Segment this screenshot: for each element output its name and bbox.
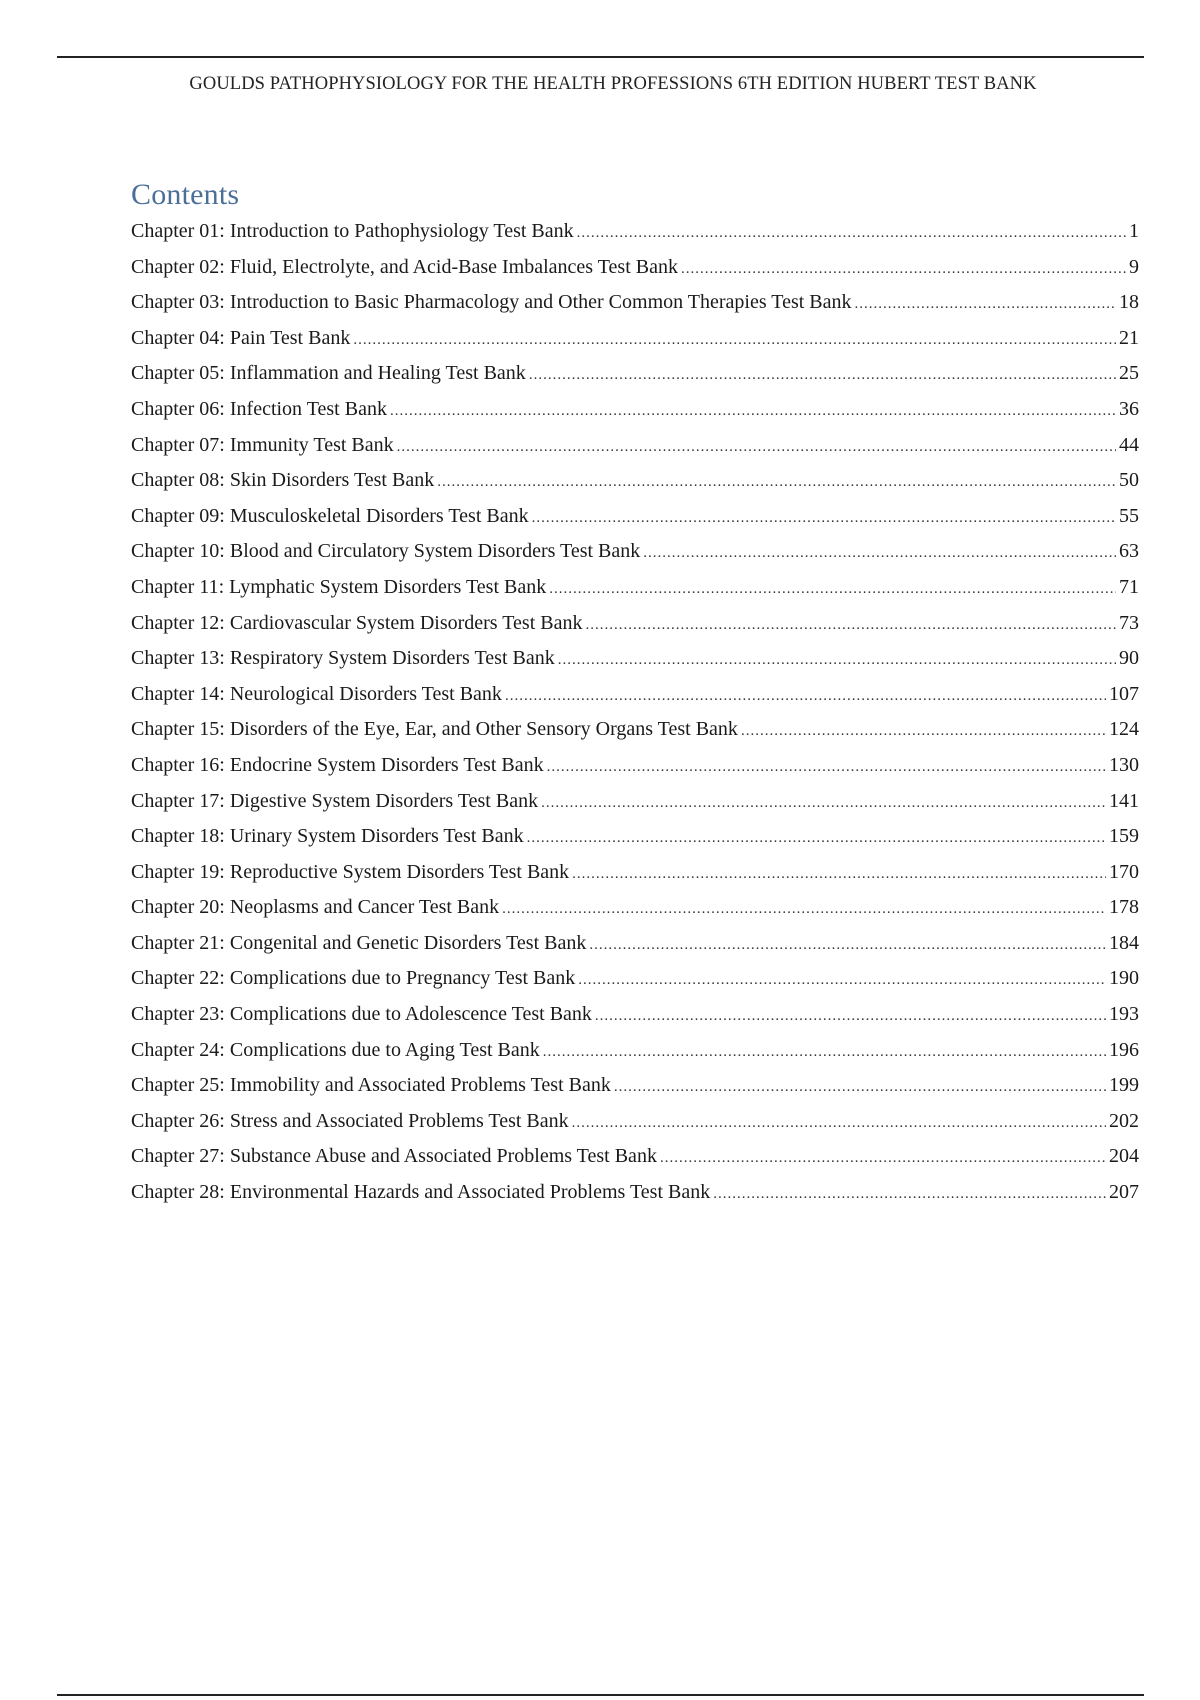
toc-entry-label: Chapter 25: Immobility and Associated Problems Test Bank xyxy=(131,1074,611,1097)
toc-entry[interactable] xyxy=(131,1003,1139,1039)
toc-entry-page: 63 xyxy=(1119,540,1139,563)
toc-dot-leader xyxy=(577,225,1126,242)
toc-dot-leader xyxy=(855,296,1117,313)
document-title: GOULDS PATHOPHYSIOLOGY FOR THE HEALTH PROFESSIONS 6TH EDITION HUBERT TEST BANK xyxy=(189,74,1037,94)
toc-entry[interactable] xyxy=(131,861,1139,897)
toc-entry-label: Chapter 21: Congenital and Genetic Disorders Test Bank xyxy=(131,931,587,954)
toc-entry-label: Chapter 11: Lymphatic System Disorders Test Bank xyxy=(131,575,547,598)
toc-dot-leader xyxy=(643,545,1116,562)
toc-entry[interactable] xyxy=(131,718,1139,754)
toc-entry[interactable] xyxy=(131,434,1139,470)
toc-entry[interactable] xyxy=(131,291,1139,327)
toc-entry[interactable] xyxy=(131,1181,1139,1217)
toc-entry-page: 90 xyxy=(1119,647,1139,670)
toc-entry[interactable] xyxy=(131,754,1139,790)
toc-dot-leader xyxy=(527,830,1106,847)
toc-entry-label: Chapter 18: Urinary System Disorders Test Bank xyxy=(131,825,524,848)
toc-entry-label: Chapter 19: Reproductive System Disorders Test Bank xyxy=(131,860,570,883)
toc-entry[interactable] xyxy=(131,469,1139,505)
toc-entry-label: Chapter 04: Pain Test Bank xyxy=(131,326,351,349)
toc-dot-leader xyxy=(437,474,1116,491)
toc-entry-label: Chapter 02: Fluid, Electrolyte, and Acid-Base Imbalances Test Bank xyxy=(131,255,678,278)
toc-entry-page: 196 xyxy=(1109,1038,1139,1061)
toc-entry-page: 71 xyxy=(1119,575,1139,598)
toc-entry-page: 124 xyxy=(1109,718,1139,741)
toc-entry-label: Chapter 05: Inflammation and Healing Test Bank xyxy=(131,362,526,385)
toc-entry-page: 170 xyxy=(1109,860,1139,883)
toc-entry-label: Chapter 07: Immunity Test Bank xyxy=(131,433,394,456)
toc-dot-leader xyxy=(713,1186,1106,1203)
toc-entry-page: 178 xyxy=(1109,896,1139,919)
toc-dot-leader xyxy=(502,901,1106,918)
toc-entry-page: 141 xyxy=(1109,789,1139,812)
toc-entry-page: 199 xyxy=(1109,1074,1139,1097)
toc-entry-label: Chapter 24: Complications due to Aging Test Bank xyxy=(131,1038,540,1061)
contents-heading: Contents xyxy=(131,178,240,211)
toc-entry[interactable] xyxy=(131,1074,1139,1110)
toc-dot-leader xyxy=(390,403,1116,420)
toc-dot-leader xyxy=(353,332,1116,349)
toc-entry-page: 25 xyxy=(1119,362,1139,385)
table-of-contents xyxy=(131,220,1139,1217)
toc-entry-label: Chapter 22: Complications due to Pregnancy Test Bank xyxy=(131,967,576,990)
toc-entry-page: 159 xyxy=(1109,825,1139,848)
toc-entry[interactable] xyxy=(131,540,1139,576)
toc-entry[interactable] xyxy=(131,790,1139,826)
toc-entry-page: 55 xyxy=(1119,504,1139,527)
toc-entry-page: 1 xyxy=(1129,220,1139,242)
toc-entry[interactable] xyxy=(131,825,1139,861)
toc-entry-label: Chapter 27: Substance Abuse and Associated Problems Test Bank xyxy=(131,1145,657,1168)
toc-entry-label: Chapter 10: Blood and Circulatory System Disorders Test Bank xyxy=(131,540,641,563)
toc-dot-leader xyxy=(505,688,1106,705)
toc-entry-page: 207 xyxy=(1109,1181,1139,1204)
toc-dot-leader xyxy=(578,972,1106,989)
toc-entry-page: 184 xyxy=(1109,931,1139,954)
toc-entry[interactable] xyxy=(131,576,1139,612)
bottom-rule xyxy=(57,1694,1144,1696)
toc-entry[interactable] xyxy=(131,1039,1139,1075)
toc-entry-label: Chapter 16: Endocrine System Disorders Test Bank xyxy=(131,753,544,776)
toc-entry[interactable] xyxy=(131,398,1139,434)
toc-dot-leader xyxy=(547,759,1106,776)
toc-entry[interactable] xyxy=(131,647,1139,683)
toc-entry-page: 190 xyxy=(1109,967,1139,990)
toc-dot-leader xyxy=(543,1044,1106,1061)
toc-entry-page: 50 xyxy=(1119,469,1139,492)
toc-entry-label: Chapter 20: Neoplasms and Cancer Test Bank xyxy=(131,896,500,919)
toc-dot-leader xyxy=(741,723,1106,740)
toc-entry-label: Chapter 09: Musculoskeletal Disorders Test Bank xyxy=(131,504,529,527)
toc-entry-page: 9 xyxy=(1129,255,1139,278)
toc-dot-leader xyxy=(660,1150,1106,1167)
toc-entry-page: 193 xyxy=(1109,1003,1139,1026)
toc-entry-label: Chapter 12: Cardiovascular System Disorders Test Bank xyxy=(131,611,583,634)
toc-entry-label: Chapter 26: Stress and Associated Problems Test Bank xyxy=(131,1109,569,1132)
toc-dot-leader xyxy=(585,617,1116,634)
toc-entry-page: 18 xyxy=(1119,291,1139,314)
toc-entry-label: Chapter 14: Neurological Disorders Test Bank xyxy=(131,682,502,705)
toc-entry[interactable] xyxy=(131,967,1139,1003)
toc-dot-leader xyxy=(541,795,1106,812)
toc-entry[interactable] xyxy=(131,932,1139,968)
toc-entry-label: Chapter 17: Digestive System Disorders Test Bank xyxy=(131,789,539,812)
toc-entry-page: 202 xyxy=(1109,1109,1139,1132)
toc-entry-label: Chapter 15: Disorders of the Eye, Ear, and Other Sensory Organs Test Bank xyxy=(131,718,738,741)
toc-entry-page: 44 xyxy=(1119,433,1139,456)
toc-entry[interactable] xyxy=(131,612,1139,648)
toc-entry[interactable] xyxy=(131,1145,1139,1181)
toc-entry[interactable] xyxy=(131,256,1139,292)
toc-dot-leader xyxy=(614,1079,1106,1096)
toc-entry-page: 204 xyxy=(1109,1145,1139,1168)
toc-entry-label: Chapter 13: Respiratory System Disorders Test Bank xyxy=(131,647,555,670)
toc-entry[interactable] xyxy=(131,683,1139,719)
toc-entry[interactable] xyxy=(131,505,1139,541)
toc-dot-leader xyxy=(532,510,1116,527)
toc-dot-leader xyxy=(595,1008,1106,1025)
toc-entry-page: 130 xyxy=(1109,753,1139,776)
toc-entry-label: Chapter 08: Skin Disorders Test Bank xyxy=(131,469,435,492)
toc-dot-leader xyxy=(589,937,1106,954)
toc-entry-label: Chapter 28: Environmental Hazards and Associated Problems Test Bank xyxy=(131,1181,711,1204)
toc-entry[interactable] xyxy=(131,327,1139,363)
toc-entry[interactable] xyxy=(131,220,1139,256)
toc-dot-leader xyxy=(681,261,1126,278)
toc-entry-label: Chapter 23: Complications due to Adolescence Test Bank xyxy=(131,1003,592,1026)
toc-entry-page: 73 xyxy=(1119,611,1139,634)
toc-entry-page: 107 xyxy=(1109,682,1139,705)
toc-dot-leader xyxy=(558,652,1116,669)
toc-entry-label: Chapter 06: Infection Test Bank xyxy=(131,397,387,420)
toc-entry-label: Chapter 03: Introduction to Basic Pharmacology and Other Common Therapies Test Bank xyxy=(131,291,852,314)
toc-entry-label: Chapter 01: Introduction to Pathophysiology Test Bank xyxy=(131,220,574,242)
toc-dot-leader xyxy=(572,1115,1106,1132)
toc-dot-leader xyxy=(549,581,1116,598)
top-rule xyxy=(57,56,1144,58)
toc-entry-page: 36 xyxy=(1119,397,1139,420)
toc-entry[interactable] xyxy=(131,362,1139,398)
toc-entry-page: 21 xyxy=(1119,326,1139,349)
toc-dot-leader xyxy=(572,866,1106,883)
toc-dot-leader xyxy=(397,439,1116,456)
toc-entry[interactable] xyxy=(131,896,1139,932)
toc-dot-leader xyxy=(529,367,1116,384)
toc-entry[interactable] xyxy=(131,1110,1139,1146)
